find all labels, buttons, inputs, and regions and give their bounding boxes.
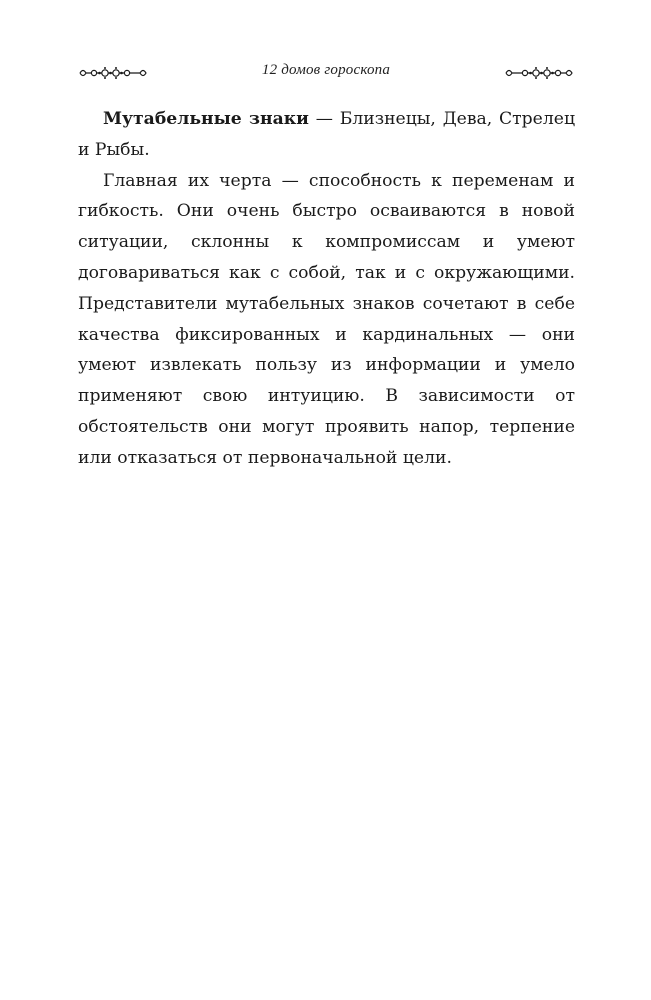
scroll-ornament-right-icon	[504, 65, 574, 81]
body-text	[78, 104, 575, 474]
running-head-title: 12 домов гороскопа	[261, 62, 391, 78]
paragraph-main-trait: Главная их черта — способность к переменам и гибкость. Они очень быстро осваиваются в новой ситуации, склонны к компромиссам и умеют договариваться как с собой, так и с окружающими. Представители мутабельных знаков сочетают в себе качества фиксированных и кардинальных — они умеют извлекать пользу из информации и умело применяют свою интуицию. В зависимости от обстоятельств они могут проявить напор, терпение или отказаться от первоначальной цели.	[78, 170, 575, 468]
running-head	[78, 58, 574, 88]
term-mutable-signs: Мутабельные знаки	[103, 109, 309, 129]
paragraph-mutable-signs	[78, 104, 575, 166]
paragraph-1-rest: — Близнецы, Дева, Стрелец и Рыбы.	[78, 109, 575, 160]
